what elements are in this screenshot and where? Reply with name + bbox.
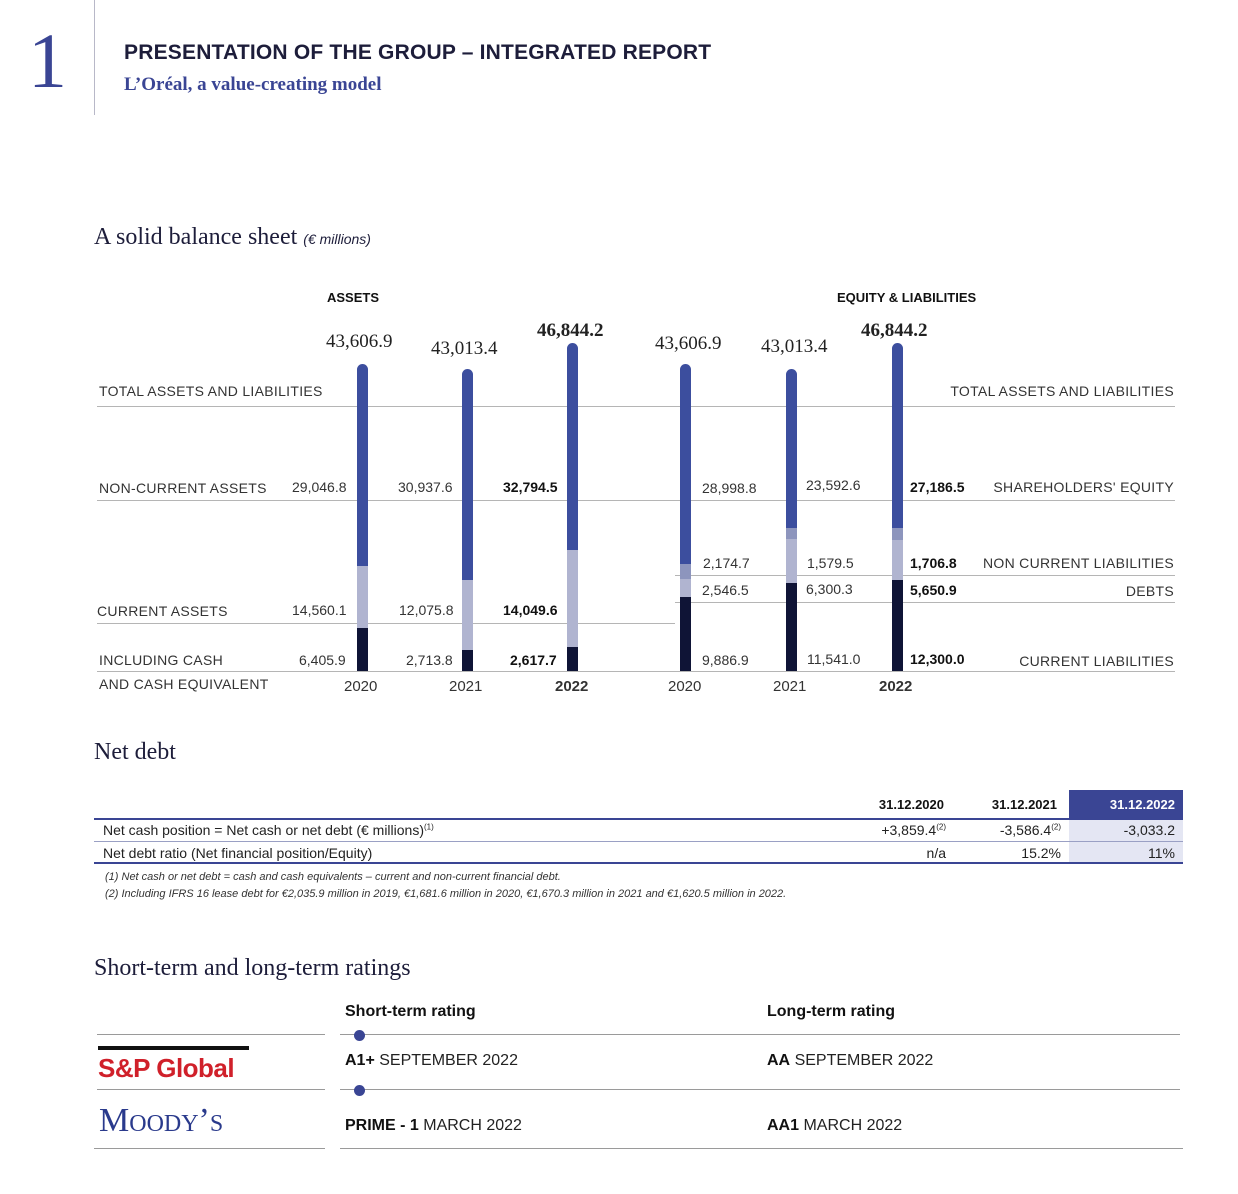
assets-heading: ASSETS	[327, 290, 380, 305]
rule-total-left	[97, 406, 675, 407]
balance-sheet-title	[94, 224, 371, 251]
page-subtitle: L’Oréal, a value-creating model	[124, 74, 382, 95]
assets-bar-2020-noncurrent	[357, 364, 368, 566]
assets-cash-2022: 2,617.7	[510, 652, 557, 668]
chapter-number: 1	[28, 17, 67, 104]
row-net-cash-2020-value: +3,859.4	[881, 822, 937, 838]
assets-bar-2022-current	[567, 550, 578, 647]
equity-total-2022: 46,844.2	[861, 320, 928, 341]
equity-equity-2020: 28,998.8	[702, 480, 757, 496]
label-debts: DEBTS	[1125, 583, 1174, 599]
assets-total-2021: 43,013.4	[431, 338, 498, 359]
label-cash-1: INCLUDING CASH	[99, 652, 223, 668]
rule-noncurrent-left	[97, 500, 675, 501]
row-net-debt-ratio-2020: n/a	[926, 845, 946, 861]
assets-current-2021: 12,075.8	[399, 602, 454, 618]
row-net-debt-ratio-2021: 15.2%	[1021, 845, 1061, 861]
rule-equity-right	[675, 500, 1175, 501]
rule-cash-left	[97, 671, 675, 672]
timeline-dot-2	[354, 1085, 365, 1096]
label-current-liabilities: CURRENT LIABILITIES	[1019, 653, 1174, 669]
sp-global-logo: S&P Global	[98, 1053, 235, 1083]
row-net-cash-2020-sup: (2)	[936, 822, 946, 832]
equity-ncl-2020: 2,174.7	[703, 555, 750, 571]
assets-bar-2020	[357, 364, 368, 671]
row-net-cash-label	[103, 822, 434, 838]
equity-bar-2022-ncl	[892, 528, 903, 540]
row-net-cash-2021	[955, 822, 1061, 838]
col-2020: 31.12.2020	[878, 797, 944, 812]
moodys-long-grade: AA1	[767, 1117, 800, 1134]
equity-current-liab-2021: 11,541.0	[807, 651, 861, 667]
equity-bar-2022	[892, 343, 903, 671]
assets-total-2022: 46,844.2	[537, 320, 604, 341]
sp-short-grade: A1+	[345, 1052, 375, 1069]
assets-year-2020: 2020	[344, 678, 378, 695]
equity-year-2022: 2022	[879, 678, 913, 695]
balance-sheet-unit: (€ millions)	[303, 231, 371, 247]
assets-bar-2020-cash	[357, 628, 368, 671]
assets-noncurrent-2022: 32,794.5	[503, 479, 558, 495]
equity-bar-2022-current-liab	[892, 580, 903, 671]
moodys-short-date: MARCH 2022	[423, 1117, 522, 1134]
col-2022: 31.12.2022	[1109, 797, 1175, 812]
equity-year-2021: 2021	[773, 678, 807, 695]
rating-rule-3	[340, 1148, 1183, 1149]
assets-year-2022: 2022	[555, 678, 589, 695]
row-net-cash-2021-value: -3,586.4	[999, 822, 1052, 838]
assets-cash-2020: 6,405.9	[299, 652, 346, 668]
assets-bar-2022-cash	[567, 647, 578, 671]
equity-debts-2022: 5,650.9	[910, 582, 957, 598]
row-net-cash-2021-sup: (2)	[1051, 822, 1061, 832]
row-net-debt-ratio-2022: 11%	[1148, 845, 1175, 861]
label-current-assets: CURRENT ASSETS	[97, 603, 228, 619]
equity-bar-2022-debts	[892, 540, 903, 580]
col-2021: 31.12.2021	[991, 797, 1057, 812]
footnote-2: (2) Including IFRS 16 lease debt for €2,035.9 million in 2019, €1,681.6 million in 2020, €1,670.3 million in 2021 and €1,620.5 million in 2022.	[105, 888, 787, 900]
label-total-right: TOTAL ASSETS AND LIABILITIES	[950, 383, 1174, 399]
equity-ncl-2022: 1,706.8	[910, 555, 957, 571]
rating-rule-1	[340, 1034, 1180, 1035]
row-net-cash-label-sup: (1)	[424, 822, 434, 832]
label-shareholders-equity: SHAREHOLDERS' EQUITY	[993, 479, 1174, 495]
assets-noncurrent-2020: 29,046.8	[292, 479, 347, 495]
rule-ncl-right	[675, 575, 1175, 576]
equity-bar-2020-ncl	[680, 564, 691, 579]
equity-bar-2021-current-liab	[786, 583, 797, 671]
assets-bar-2021	[462, 369, 473, 671]
equity-bar-2021-debts	[786, 539, 797, 583]
balance-sheet-title-text: A solid balance sheet	[94, 224, 298, 250]
row-net-debt-ratio-label: Net debt ratio (Net financial position/Equity)	[103, 845, 373, 861]
moodys-logo: Moody’s	[99, 1102, 224, 1139]
assets-noncurrent-2021: 30,937.6	[398, 479, 453, 495]
table-mid-rule	[94, 841, 1183, 842]
label-non-current-liabilities: NON CURRENT LIABILITIES	[982, 555, 1174, 571]
rule-current-left	[97, 623, 675, 624]
sp-long-grade: AA	[767, 1052, 791, 1069]
rating-rule-2	[340, 1089, 1180, 1090]
page-title: PRESENTATION OF THE GROUP – INTEGRATED REPORT	[124, 41, 712, 64]
assets-bar-2021-current	[462, 580, 473, 650]
rule-debts-right	[675, 602, 1175, 603]
ratings-title: Short-term and long-term ratings	[94, 955, 411, 981]
equity-bar-2020	[680, 364, 691, 671]
moodys-short-rating	[345, 1117, 522, 1135]
equity-ncl-2021: 1,579.5	[807, 555, 854, 571]
equity-bar-2021-equity	[786, 369, 797, 528]
sp-short-date: SEPTEMBER 2022	[379, 1052, 518, 1069]
sp-long-rating	[767, 1052, 933, 1070]
moodys-short-grade: PRIME - 1	[345, 1117, 419, 1134]
label-cash-2: AND CASH EQUIVALENT	[99, 676, 269, 692]
moodys-long-rating	[767, 1117, 902, 1135]
row-net-cash-2020	[840, 822, 946, 838]
equity-bar-2020-debts	[680, 579, 691, 597]
net-debt-title: Net debt	[94, 739, 176, 765]
rating-rule-left-1	[97, 1034, 325, 1035]
long-term-heading: Long-term rating	[767, 1003, 895, 1020]
equity-bar-2022-equity	[892, 343, 903, 528]
assets-bar-2022	[567, 343, 578, 671]
sp-logo-bar	[98, 1046, 249, 1050]
label-non-current-assets: NON-CURRENT ASSETS	[99, 480, 267, 496]
short-term-heading: Short-term rating	[345, 1003, 476, 1020]
sp-short-rating	[345, 1052, 518, 1070]
label-total-left: TOTAL ASSETS AND LIABILITIES	[99, 383, 323, 399]
assets-cash-2021: 2,713.8	[406, 652, 453, 668]
equity-current-liab-2020: 9,886.9	[702, 652, 749, 668]
assets-bar-2020-current	[357, 566, 368, 628]
assets-bar-2022-noncurrent	[567, 343, 578, 550]
rule-total-right	[675, 406, 1175, 407]
assets-total-2020: 43,606.9	[326, 331, 393, 352]
row-net-cash-label-text: Net cash position = Net cash or net debt (€ millions)	[103, 822, 424, 838]
equity-bar-2021	[786, 369, 797, 671]
equity-total-2020: 43,606.9	[655, 333, 722, 354]
table-top-rule	[94, 818, 1183, 820]
rating-rule-left-2	[97, 1089, 325, 1090]
equity-bar-2021-ncl	[786, 528, 797, 539]
rating-rule-left-3	[94, 1148, 325, 1149]
assets-current-2020: 14,560.1	[292, 602, 347, 618]
assets-year-2021: 2021	[449, 678, 483, 695]
sp-long-date: SEPTEMBER 2022	[794, 1052, 934, 1069]
assets-bar-2021-cash	[462, 650, 473, 671]
equity-bar-2020-equity	[680, 364, 691, 564]
equity-heading: EQUITY & LIABILITIES	[837, 290, 977, 305]
row-net-cash-2022: -3,033.2	[1123, 822, 1175, 838]
equity-bar-2020-current-liab	[680, 597, 691, 671]
equity-total-2021: 43,013.4	[761, 336, 828, 357]
equity-current-liab-2022: 12,300.0	[910, 651, 965, 667]
header-divider	[94, 0, 95, 115]
table-bottom-rule	[94, 862, 1183, 864]
footnote-1: (1) Net cash or net debt = cash and cash equivalents – current and non-current financial debt.	[105, 871, 561, 883]
equity-debts-2021: 6,300.3	[806, 581, 853, 597]
equity-year-2020: 2020	[668, 678, 702, 695]
assets-current-2022: 14,049.6	[503, 602, 558, 618]
assets-bar-2021-noncurrent	[462, 369, 473, 580]
timeline-dot-1	[354, 1030, 365, 1041]
equity-debts-2020: 2,546.5	[702, 582, 749, 598]
rule-current-liab-right	[675, 671, 1175, 672]
equity-equity-2021: 23,592.6	[806, 477, 861, 493]
equity-equity-2022: 27,186.5	[910, 479, 965, 495]
moodys-long-date: MARCH 2022	[803, 1117, 903, 1134]
